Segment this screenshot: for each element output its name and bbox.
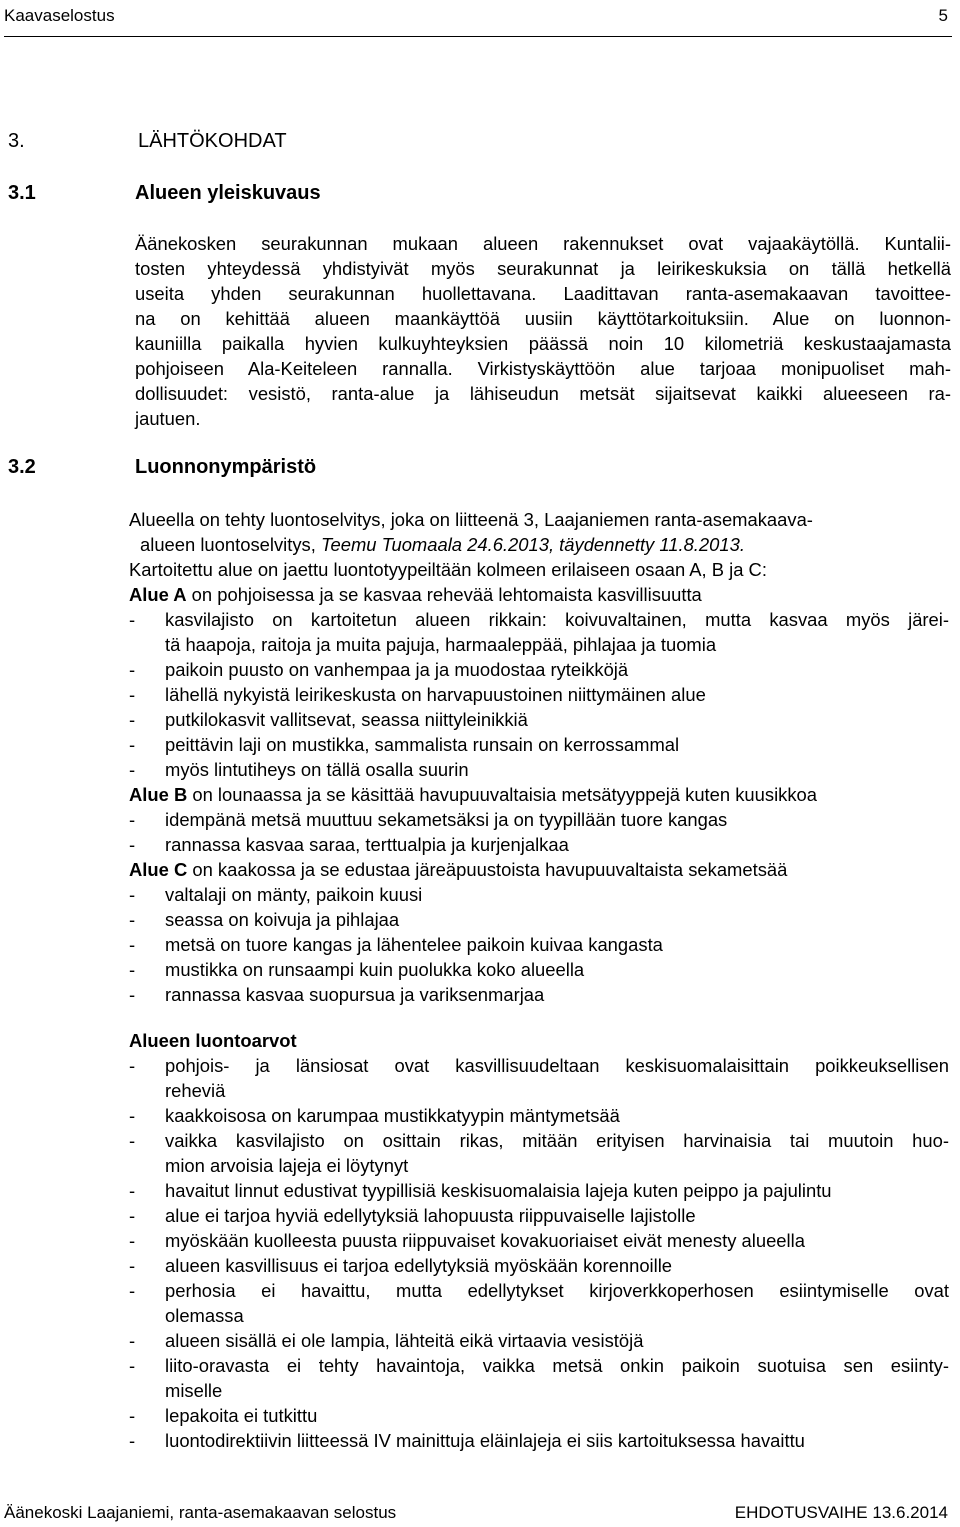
- list-item-text: kaakkoisosa on karumpaa mustikkatyypin mäntymetsää: [165, 1105, 620, 1126]
- list-item-text: reheviä: [165, 1080, 226, 1101]
- area-c-heading: [129, 857, 949, 882]
- bullet-dash: -: [129, 909, 136, 930]
- text-line: useita yhden seurakunnan huollettavana. Laadittavan ranta-asemakaavan tavoittee-: [135, 283, 951, 304]
- heading-number: 3.2: [8, 456, 36, 478]
- area-name: Alue A: [129, 584, 187, 605]
- heading-section-3-1: [8, 182, 321, 205]
- list-item: [129, 1353, 949, 1403]
- page-footer: [4, 1497, 952, 1527]
- bullet-dash: -: [129, 1205, 136, 1226]
- list-item-text: pohjois- ja länsiosat ovat kasvillisuudeltaan keskisuomalaisittain poikkeuksellisen: [165, 1055, 949, 1076]
- list-item: [129, 1203, 949, 1228]
- text-line: dollisuudet: vesistö, ranta-alue ja lähiseudun metsät sijaitsevat kaikki alueeseen ra-: [135, 383, 951, 404]
- list-item: [129, 1053, 949, 1103]
- list-item-text: mion arvoisia lajeja ei löytynyt: [165, 1155, 409, 1176]
- area-description: on lounaassa ja se käsittää havupuuvaltaisia metsätyyppejä kuten kuusikkoa: [187, 784, 818, 805]
- list-item: [129, 707, 949, 732]
- heading-title: Alueen yleiskuvaus: [135, 182, 321, 204]
- bullet-dash: -: [129, 1105, 136, 1126]
- list-item-text: peittävin laji on mustikka, sammalista runsain on kerrossammal: [165, 734, 680, 755]
- list-item-text: alueen kasvillisuus ei tarjoa edellytyksiä myöskään korennoille: [165, 1255, 673, 1276]
- bullet-dash: -: [129, 1130, 136, 1151]
- bullet-dash: -: [129, 934, 136, 955]
- list-item-text: miselle: [165, 1380, 223, 1401]
- text-line: pohjoiseen Ala-Keiteleen rannalla. Virkistyskäyttöön alue tarjoaa monipuoliset mah-: [135, 358, 951, 379]
- list-item: [129, 1428, 949, 1453]
- list-item-text: idempänä metsä muuttuu sekametsäksi ja on tyypillään tuore kangas: [165, 809, 728, 830]
- intro-text: alueen luontoselvitys,: [140, 534, 321, 555]
- nature-section-body: [129, 507, 949, 1007]
- list-item-text: luontodirektiivin liitteessä IV mainittuja eläinlajeja ei siis kartoituksessa havaittu: [165, 1430, 805, 1451]
- list-item: [129, 832, 949, 857]
- intro-citation: Teemu Tuomaala 24.6.2013, täydennetty 11.8.2013.: [320, 534, 745, 555]
- nature-values-title: Alueen luontoarvot: [129, 1030, 297, 1051]
- bullet-dash: -: [129, 759, 136, 780]
- intro-line: Alueella on tehty luontoselvitys, joka on liitteenä 3, Laajaniemen ranta-asemakaava-: [129, 509, 813, 530]
- text-line: jautuen.: [135, 408, 201, 429]
- list-item-text: rannassa kasvaa saraa, terttualpia ja kurjenjalkaa: [165, 834, 569, 855]
- bullet-dash: -: [129, 1355, 136, 1376]
- list-item-text: paikoin puusto on vanhempaa ja ja muodostaa ryteikköjä: [165, 659, 629, 680]
- list-item: [129, 807, 949, 832]
- list-item-text: seassa on koivuja ja pihlajaa: [165, 909, 400, 930]
- list-item-text: kasvilajisto on kartoitetun alueen rikkain: koivuvaltainen, mutta kasvaa myös järei-: [165, 609, 949, 630]
- list-item-text: olemassa: [165, 1305, 244, 1326]
- list-item-text: alueen sisällä ei ole lampia, lähteitä eikä virtaavia vesistöjä: [165, 1330, 644, 1351]
- area-b-heading: [129, 782, 949, 807]
- bullet-dash: -: [129, 959, 136, 980]
- list-item-text: vaikka kasvilajisto on osittain rikas, mitään erityisen harvinaisia tai muutoin huo-: [165, 1130, 949, 1151]
- list-item: [129, 732, 949, 757]
- list-item-text: havaitut linnut edustivat tyypillisiä keskisuomalaisia lajeja kuten peippo ja pajulintu: [165, 1180, 832, 1201]
- list-item-text: alue ei tarjoa hyviä edellytyksiä lahopuusta riippuvaiselle lajistolle: [165, 1205, 696, 1226]
- list-item: [129, 1128, 949, 1178]
- bullet-dash: -: [129, 1230, 136, 1251]
- bullet-dash: -: [129, 1330, 136, 1351]
- list-item: [129, 1403, 949, 1428]
- heading-number: 3.1: [8, 182, 36, 204]
- text-line: kauniilla paikalla hyvien kulkuyhteyksien päässä noin 10 kilometriä keskustaajamasta: [135, 333, 951, 354]
- bullet-dash: -: [129, 884, 136, 905]
- bullet-dash: -: [129, 1255, 136, 1276]
- heading-title: LÄHTÖKOHDAT: [138, 130, 287, 152]
- list-item: [129, 982, 949, 1007]
- area-description: on pohjoisessa ja se kasvaa rehevää lehtomaista kasvillisuutta: [186, 584, 702, 605]
- area-a-heading: [129, 582, 949, 607]
- list-item: [129, 957, 949, 982]
- list-item-text: rannassa kasvaa suopursua ja variksenmarjaa: [165, 984, 545, 1005]
- page-number: 5: [938, 6, 948, 25]
- heading-section-3: [8, 130, 287, 153]
- bullet-dash: -: [129, 834, 136, 855]
- list-item: [129, 657, 949, 682]
- text-line: Äänekosken seurakunnan mukaan alueen rakennukset ovat vajaakäytöllä. Kuntalii-: [135, 233, 951, 254]
- list-item-text: myöskään kuolleesta puusta riippuvaiset kovakuoriaiset eivät menesty alueella: [165, 1230, 805, 1251]
- bullet-dash: -: [129, 684, 136, 705]
- bullet-dash: -: [129, 709, 136, 730]
- list-item-text: metsä on tuore kangas ja lähentelee paikoin kuivaa kangasta: [165, 934, 663, 955]
- heading-title: Luonnonympäristö: [135, 456, 317, 478]
- text-line: tosten yhteydessä yhdistyivät myös seurakunnat ja leirikeskuksia on tällä hetkellä: [135, 258, 951, 279]
- bullet-dash: -: [129, 1180, 136, 1201]
- nature-values-section: [129, 1028, 949, 1453]
- bullet-dash: -: [129, 1280, 136, 1301]
- bullet-dash: -: [129, 1055, 136, 1076]
- footer-version: EHDOTUSVAIHE 13.6.2014: [734, 1503, 948, 1522]
- list-item: [129, 1253, 949, 1278]
- list-item-text: valtalaji on mänty, paikoin kuusi: [165, 884, 423, 905]
- paragraph-overview: [135, 231, 951, 431]
- list-item: [129, 1228, 949, 1253]
- bullet-dash: -: [129, 734, 136, 755]
- list-item: [129, 757, 949, 782]
- list-item-text: mustikka on runsaampi kuin puolukka koko alueella: [165, 959, 585, 980]
- area-name: Alue C: [129, 859, 188, 880]
- list-item-text: liito-oravasta ei tehty havaintoja, vaikka metsä onkin paikoin suotuisa sen esiinty-: [165, 1355, 949, 1376]
- heading-section-3-2: [8, 456, 316, 479]
- text-line: na on kehittää alueen maankäyttöä uusiin käyttötarkoituksiin. Alue on luonnon-: [135, 308, 951, 329]
- list-item: [129, 1328, 949, 1353]
- bullet-dash: -: [129, 1430, 136, 1451]
- list-item: [129, 1178, 949, 1203]
- heading-number: 3.: [8, 130, 25, 152]
- list-item-text: myös lintutiheys on tällä osalla suurin: [165, 759, 469, 780]
- intro-line: Kartoitettu alue on jaettu luontotyypeiltään kolmeen erilaiseen osaan A, B ja C:: [129, 559, 767, 580]
- bullet-dash: -: [129, 809, 136, 830]
- bullet-dash: -: [129, 609, 136, 630]
- list-item: [129, 907, 949, 932]
- list-item-text: tä haapoja, raitoja ja muita pajuja, harmaaleppää, pihlajaa ja tuomia: [165, 634, 717, 655]
- list-item: [129, 1278, 949, 1328]
- bullet-dash: -: [129, 659, 136, 680]
- footer-doc-title: Äänekoski Laajaniemi, ranta-asemakaavan selostus: [4, 1503, 397, 1522]
- page-header: [4, 0, 952, 37]
- bullet-dash: -: [129, 1405, 136, 1426]
- list-item-text: putkilokasvit vallitsevat, seassa niittyleinikkiä: [165, 709, 528, 730]
- list-item: [129, 1103, 949, 1128]
- list-item: [129, 932, 949, 957]
- bullet-dash: -: [129, 984, 136, 1005]
- list-item-text: lepakoita ei tutkittu: [165, 1405, 318, 1426]
- list-item: [129, 607, 949, 657]
- list-item-text: lähellä nykyistä leirikeskusta on harvapuustoinen niittymäinen alue: [165, 684, 706, 705]
- area-description: on kaakossa ja se edustaa järeäpuustoista havupuuvaltaista sekametsää: [187, 859, 788, 880]
- header-doc-title: Kaavaselostus: [4, 6, 115, 25]
- area-name: Alue B: [129, 784, 188, 805]
- list-item-text: perhosia ei havaittu, mutta edellytykset kirjoverkkoperhosen esiintymiselle ovat: [165, 1280, 949, 1301]
- intro-line: [129, 532, 949, 557]
- list-item: [129, 882, 949, 907]
- list-item: [129, 682, 949, 707]
